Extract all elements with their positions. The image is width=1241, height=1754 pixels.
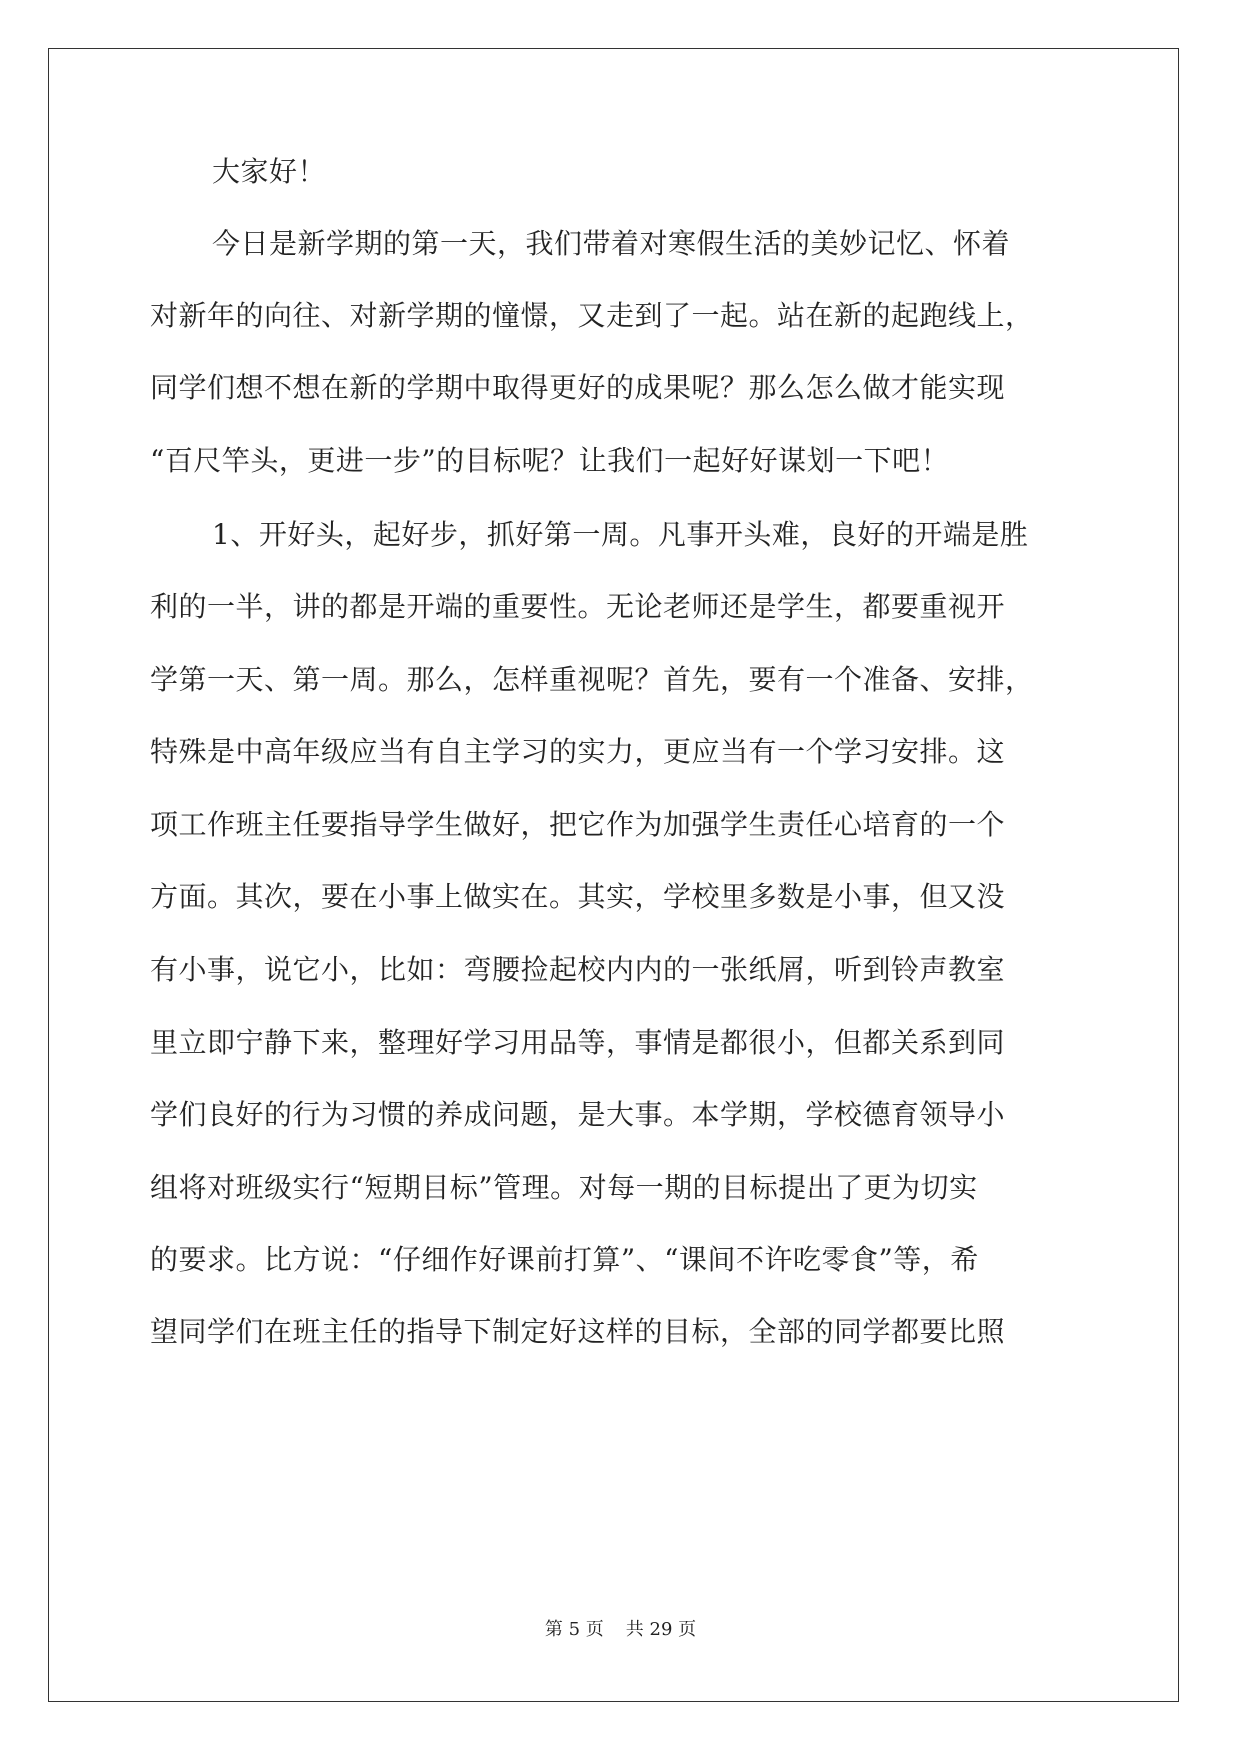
paragraph-line: 的要求。比方说：“仔细作好课前打算”、“课间不许吃零食”等，希 [150,1243,979,1276]
paragraph-line: 今日是新学期的第一天，我们带着对寒假生活的美妙记忆、怀着 [212,227,1011,260]
paragraph-line: 利的一半，讲的都是开端的重要性。无论老师还是学生，都要重视开 [150,590,1006,623]
page-footer [0,1618,1241,1642]
page-total: 共 29 页 [625,1619,697,1640]
greeting-line: 大家好！ [212,155,327,188]
paragraph-line: “百尺竿头，更进一步”的目标呢？让我们一起好好谋划一下吧！ [150,444,950,477]
paragraph-line: 对新年的向往、对新学期的憧憬，又走到了一起。站在新的起跑线上， [150,299,1034,332]
paragraph-line: 项工作班主任要指导学生做好，把它作为加强学生责任心培育的一个 [150,808,1006,841]
paragraph-line: 特殊是中高年级应当有自主学习的实力，更应当有一个学习安排。这 [150,735,1006,768]
paragraph-line: 组将对班级实行“短期目标”管理。对每一期的目标提出了更为切实 [150,1171,978,1204]
paragraph-line: 有小事，说它小，比如：弯腰捡起校内内的一张纸屑，听到铃声教室 [150,953,1006,986]
paragraph-line: 学第一天、第一周。那么，怎样重视呢？首先，要有一个准备、安排， [150,663,1034,696]
page-number: 第 5 页 [544,1619,604,1640]
paragraph-line: 望同学们在班主任的指导下制定好这样的目标，全部的同学都要比照 [150,1315,1006,1348]
paragraph-line: 同学们想不想在新的学期中取得更好的成果呢？那么怎么做才能实现 [150,371,1006,404]
paragraph-line: 学们良好的行为习惯的养成问题，是大事。本学期，学校德育领导小 [150,1098,1006,1131]
paragraph-line: 1、开好头，起好步，抓好第一周。凡事开头难，良好的开端是胜 [212,518,1029,551]
paragraph-line: 方面。其次，要在小事上做实在。其实，学校里多数是小事，但又没 [150,880,1006,913]
paragraph-line: 里立即宁静下来，整理好学习用品等，事情是都很小，但都关系到同 [150,1026,1006,1059]
